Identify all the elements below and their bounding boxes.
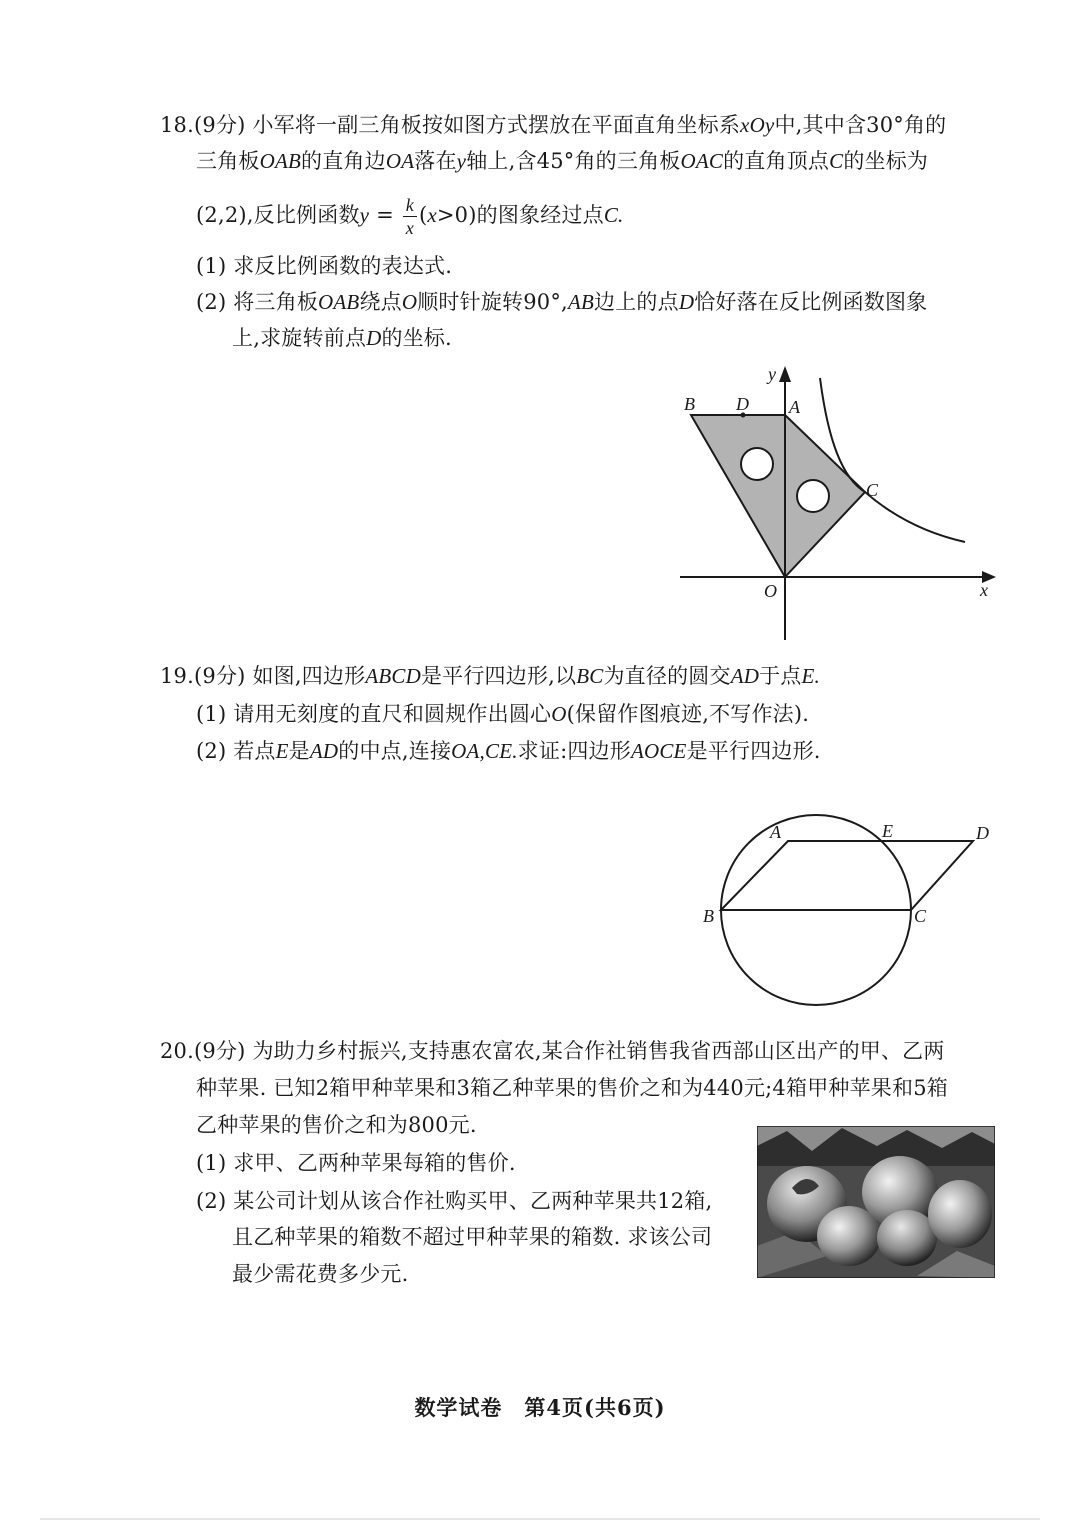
q18-line-2: 三角板OAB的直角边OA落在y轴上,含45°角的三角板OAC的直角顶点C的坐标为 xyxy=(196,149,929,173)
q18-number: 18. xyxy=(160,113,194,137)
q20-line-3: 乙种苹果的售价之和为800元. xyxy=(196,1113,477,1137)
q20-sub-1: (1) 求甲、乙两种苹果每箱的售价. xyxy=(196,1151,516,1175)
label-a: A xyxy=(789,397,800,417)
q20-number: 20. xyxy=(160,1039,194,1063)
q20-sub-2-line-3: 最少需花费多少元. xyxy=(232,1262,409,1286)
label-d: D xyxy=(736,394,749,414)
q18-sub-2: (2) 将三角板OAB绕点O顺时针旋转90°,AB边上的点D恰好落在反比例函数图象 xyxy=(196,290,928,314)
label-c: C xyxy=(914,906,927,926)
apple-5 xyxy=(928,1180,992,1248)
q20-sub-2-line-2: 且乙种苹果的箱数不超过甲种苹果的箱数. 求该公司 xyxy=(232,1225,713,1249)
q18-line-1: 18.(9分) 小军将一副三角板按如图方式摆放在平面直角坐标系xOy中,其中含30°角的 xyxy=(160,113,947,137)
q20-points: (9分) xyxy=(194,1039,246,1063)
label-a: A xyxy=(770,822,781,842)
parallelogram-abcd xyxy=(721,841,973,910)
label-o: O xyxy=(764,581,777,601)
label-b: B xyxy=(684,394,695,414)
q19-sub-2: (2) 若点E是AD的中点,连接OA,CE.求证:四边形AOCE是平行四边形. xyxy=(196,739,821,763)
page-footer: 数学试卷 第4页(共6页) xyxy=(414,1395,666,1420)
q18-sub-2-cont: 上,求旋转前点D的坐标. xyxy=(232,326,452,350)
label-d: D xyxy=(976,823,989,843)
hole-circle-2 xyxy=(797,480,829,512)
q20-line-2: 种苹果. 已知2箱甲种苹果和3箱乙种苹果的售价之和为440元;4箱甲种苹果和5箱 xyxy=(196,1076,948,1100)
q19-line-1: 19.(9分) 如图,四边形ABCD是平行四边形,以BC为直径的圆交AD于点E. xyxy=(160,664,820,688)
fraction-k-over-x: $\frac{k}{x}$ xyxy=(403,196,417,237)
q20-sub-2-line-1: (2) 某公司计划从该合作社购买甲、乙两种苹果共12箱, xyxy=(196,1189,713,1213)
q19-figure xyxy=(690,805,1010,1015)
q18-figure xyxy=(660,360,1000,650)
q20-line-1: 20.(9分) 为助力乡村振兴,支持惠农富农,某合作社销售我省西部山区出产的甲、乙两 xyxy=(160,1039,945,1063)
label-b: B xyxy=(703,906,714,926)
triangle-oab xyxy=(691,415,785,577)
apples-photo xyxy=(757,1126,995,1278)
label-e: E xyxy=(882,821,893,841)
label-y: y xyxy=(768,364,776,384)
apple-4 xyxy=(877,1210,937,1266)
label-c: C xyxy=(866,480,879,500)
q19-number: 19. xyxy=(160,664,194,688)
q19-points: (9分) xyxy=(194,664,246,688)
q19-sub-1: (1) 请用无刻度的直尺和圆规作出圆心O(保留作图痕迹,不写作法). xyxy=(196,702,810,726)
q18-sub-1: (1) 求反比例函数的表达式. xyxy=(196,254,453,278)
hole-circle-1 xyxy=(741,448,773,480)
bottom-divider xyxy=(40,1518,1040,1520)
q18-points: (9分) xyxy=(194,113,246,137)
y-axis-arrow-icon xyxy=(779,366,791,382)
q18-line-3: (2,2),反比例函数y = $\frac{k}{x}$ (x>0)的图象经过点C. xyxy=(196,195,624,238)
label-x: x xyxy=(980,580,988,600)
